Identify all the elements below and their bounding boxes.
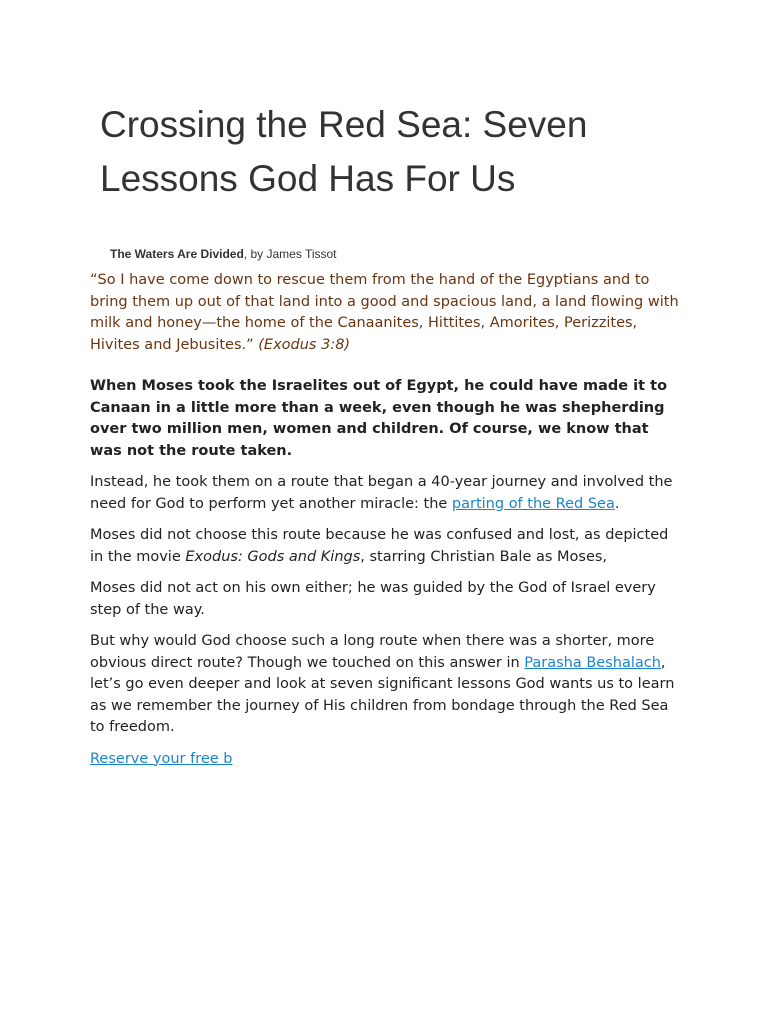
movie-title: Exodus: Gods and Kings xyxy=(185,548,361,565)
painting-artist: , by James Tissot xyxy=(243,247,337,261)
quote-text: “So I have come down to rescue them from the hand of the Egyptians and to bring them up out of that land into a good and spacious land, a land flowing with milk and honey—the home of the Canaanites, Hittites, Amorites, Perizzites, Hivites and Jebusites.” xyxy=(90,272,679,353)
paragraph-why-end: , let’s go even deeper and look at seven significant lessons God wants us to learn as we remember the journey of His children from bondage through the Red Sea to freedom. xyxy=(90,654,675,735)
scripture-quote xyxy=(90,270,682,356)
painting-title: The Waters Are Divided xyxy=(110,247,244,261)
quote-reference: (Exodus 3:8) xyxy=(258,336,351,353)
paragraph-route-end: . xyxy=(614,495,620,512)
paragraph-movie-end: , starring Christian Bale as Moses, xyxy=(360,548,608,565)
paragraph-movie-text: Moses did not choose this route because he was confused and lost, as depicted in the movie xyxy=(90,527,669,565)
paragraph-route-text: Instead, he took them on a route that began a 40-year journey and involved the need for God to perform yet another miracle: the xyxy=(90,474,673,512)
parasha-beshalach-link[interactable]: Parasha Beshalach xyxy=(524,654,661,671)
reserve-paragraph xyxy=(90,749,682,771)
paragraph-movie xyxy=(90,525,682,568)
reserve-link[interactable]: Reserve your free b xyxy=(90,750,233,767)
paragraph-why xyxy=(90,631,682,739)
article-body xyxy=(90,270,682,780)
paragraph-why-text: But why would God choose such a long route when there was a shorter, more obvious direct route? Though we touched on this answer in xyxy=(90,633,655,671)
image-caption xyxy=(110,247,337,261)
article-title: Crossing the Red Sea: Seven Lessons God Has For Us xyxy=(100,104,588,199)
lead-paragraph: When Moses took the Israelites out of Egypt, he could have made it to Canaan in a little more than a week, even though he was shepherding over two million men, women and children. Of course, we know that was not the route taken. xyxy=(90,378,668,459)
parting-red-sea-link[interactable]: parting of the Red Sea xyxy=(451,495,615,512)
paragraph-guided: Moses did not act on his own either; he was guided by the God of Israel every step of the way. xyxy=(90,580,656,618)
paragraph-route xyxy=(90,472,682,515)
